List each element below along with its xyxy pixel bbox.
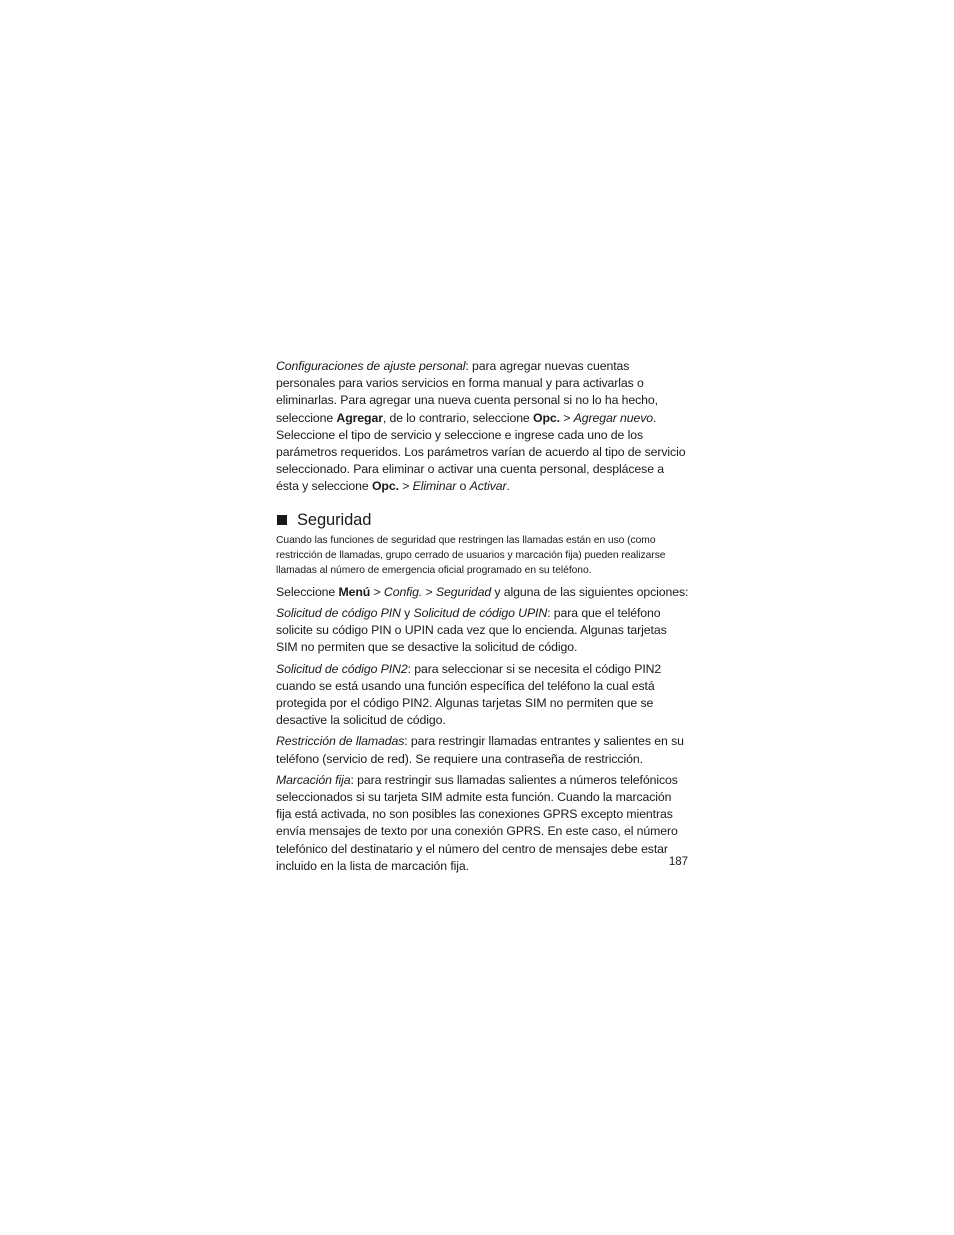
keyword-opc: Opc. [533, 410, 560, 425]
option-agregar-nuevo: Agregar nuevo [573, 410, 654, 425]
term-restriccion: Restricción de llamadas [276, 734, 405, 749]
text: : para seleccionar si se necesita el código PIN2 cuando se está usando una función específica del teléfono la cual está protegida por el código PIN2. Algunas tarjetas SIM no permiten que se desactive la solicitud de código. [276, 661, 662, 728]
square-bullet-icon [277, 515, 287, 525]
pin-paragraph [276, 605, 690, 657]
intro-paragraph [276, 358, 690, 496]
text: y alguna de las siguientes opciones: [491, 584, 689, 599]
term-marcacion-fija: Marcación fija [276, 772, 351, 787]
section-title: Seguridad [297, 510, 372, 529]
page-body [276, 358, 690, 875]
text: : para restringir sus llamadas salientes a números telefónicos seleccionados si su tarjeta SIM admite esta función. Cuando la marcación fija está activada, no son posibles las conexiones GPRS excepto mientras envía mensajes de texto por una conexión GPRS. En este caso, el número telefónico del destinatario y el número del centro de mensajes debe estar incluido en la lista de marcación fija. [276, 772, 678, 873]
option-config: Config. [383, 584, 423, 599]
text: Seleccione [276, 584, 339, 599]
text: > [559, 410, 574, 425]
fixed-dialing-paragraph [276, 772, 690, 875]
option-eliminar: Eliminar [412, 479, 457, 494]
keyword-menu: Menú [338, 584, 371, 599]
text: y [400, 606, 414, 621]
select-paragraph [276, 584, 690, 601]
keyword-opc: Opc. [371, 479, 399, 494]
text: : para que el teléfono solicite su código PIN o UPIN cada vez que lo encienda. Algunas tarjetas SIM no permiten que se desactive la solicitud de código. [276, 606, 667, 655]
option-activar: Activar [469, 479, 507, 494]
text: . [506, 479, 510, 494]
text: . Seleccione el tipo de servicio y seleccione e ingrese cada uno de los parámetros requeridos. Los parámetros varían de acuerdo al tipo de servicio seleccionado. Para eliminar o activar una cuenta personal, desplácese a ésta y seleccione [276, 410, 686, 494]
keyword-agregar: Agregar [336, 410, 383, 425]
section-heading [276, 510, 690, 530]
text: : para agregar nuevas cuentas personales para varios servicios en forma manual y para activarlas o eliminarlas. Para agregar una nueva cuenta personal si no lo ha hecho, seleccione [276, 359, 658, 425]
text: , de lo contrario, seleccione [382, 410, 533, 425]
restriction-paragraph [276, 733, 690, 767]
text: > [398, 479, 413, 494]
security-note: Cuando las funciones de seguridad que restringen las llamadas están en uso (como restricción de llamadas, grupo cerrado de usuarios y marcación fija) pueden realizarse llamadas al número de emergencia oficial programado en su teléfono. [276, 534, 666, 577]
option-seguridad: Seguridad [435, 584, 492, 599]
text: > [370, 584, 384, 599]
page-number: 187 [668, 856, 688, 868]
term-pin: Solicitud de código PIN [276, 606, 401, 621]
text: : para restringir llamadas entrantes y salientes en su teléfono (servicio de red). Se requiere una contraseña de restricción. [276, 734, 684, 766]
term-pin2: Solicitud de código PIN2 [276, 661, 408, 676]
text: o [456, 479, 470, 494]
term-upin: Solicitud de código UPIN [413, 606, 548, 621]
text: > [422, 584, 436, 599]
pin2-paragraph [276, 661, 690, 730]
term-configuraciones: Configuraciones de ajuste personal [276, 359, 466, 373]
